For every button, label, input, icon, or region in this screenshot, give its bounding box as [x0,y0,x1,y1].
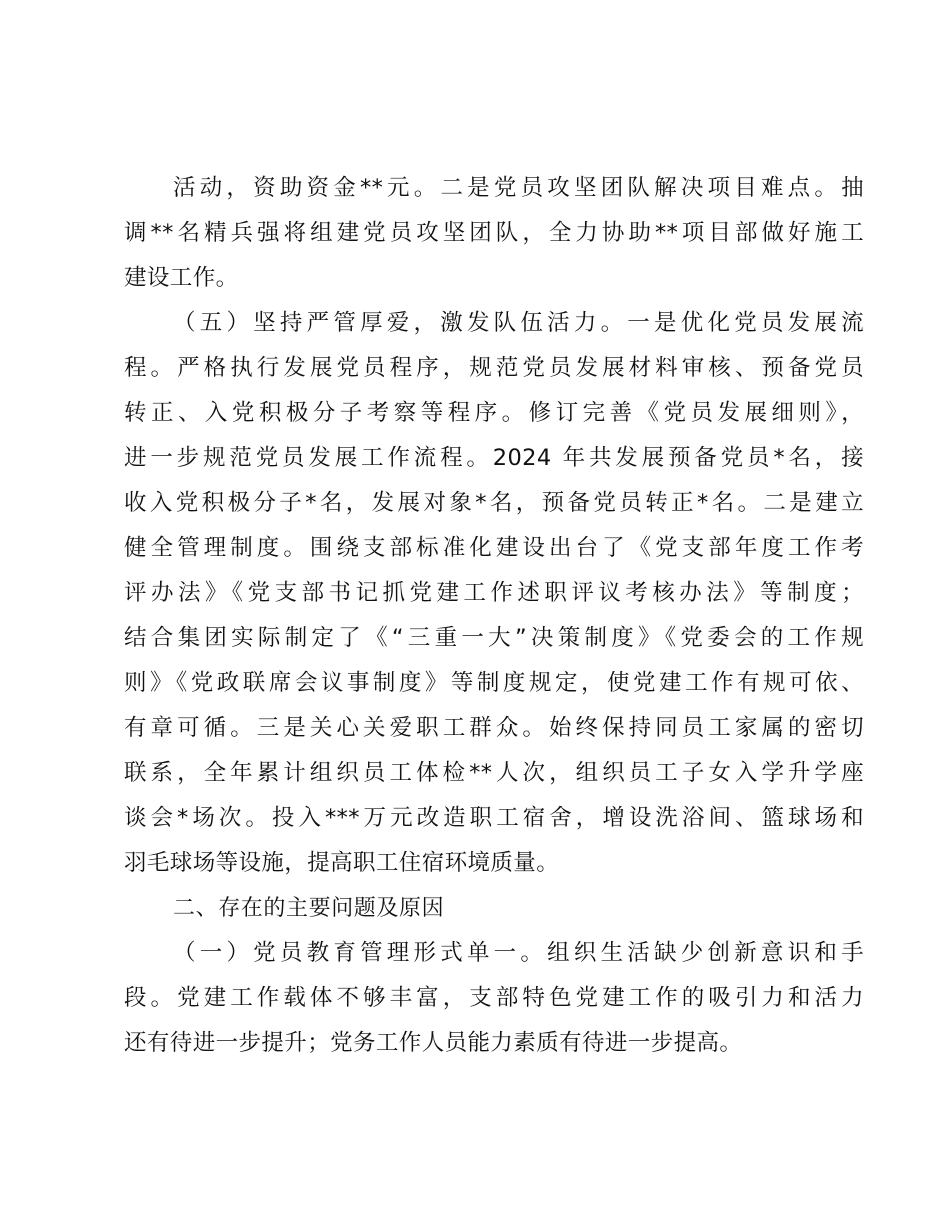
paragraph-line: 还有待进一步提升；党务工作人员能力素质有待进一步提高。 [124,1030,743,1056]
paragraph-line: 收入党积极分子*名，发展对象*名，预备党员转正*名。二是建立 [124,490,864,516]
paragraph-line: 则》《党政联席会议事制度》等制度规定，使党建工作有规可依、 [124,670,864,696]
paragraph-line: 有章可循。三是关心关爱职工群众。始终保持同员工家属的密切 [124,715,864,741]
paragraph-line: 联系，全年累计组织员工体检**人次，组织员工子女入学升学座 [124,760,864,786]
paragraph-line: 谈会*场次。投入***万元改造职工宿舍，增设洗浴间、篮球场和 [124,805,864,831]
paragraph-line: 羽毛球场等设施，提高职工住宿环境质量。 [124,850,560,876]
section-title: 二、存在的主要问题及原因 [173,896,445,921]
paragraph-line: 程。严格执行发展党员程序，规范党员发展材料审核、预备党员 [124,355,864,381]
paragraph-line: 健全管理制度。围绕支部标准化建设出台了《党支部年度工作考 [124,535,864,561]
paragraph-line: 活动，资助资金**元。二是党员攻坚团队解决项目难点。抽 [173,175,864,201]
paragraph-line: 转正、入党积极分子考察等程序。修订完善《党员发展细则》， [124,400,864,426]
paragraph-line: 评办法》《党支部书记抓党建工作述职评议考核办法》等制度； [124,580,864,606]
document-page [124,166,864,1066]
paragraph-line: 进一步规范党员发展工作流程。2024 年共发展预备党员*名，接 [124,445,864,471]
paragraph-line: 建设工作。 [124,265,239,291]
paragraph-line: 调**名精兵强将组建党员攻坚团队，全力协助**项目部做好施工 [124,220,864,246]
paragraph-line: 结合集团实际制定了《“三重一大”决策制度》《党委会的工作规 [124,625,864,651]
paragraph-line: 段。党建工作载体不够丰富，支部特色党建工作的吸引力和活力 [124,985,864,1011]
subsection-heading-line: （一）党员教育管理形式单一。组织生活缺少创新意识和手 [173,940,864,966]
section-heading-line: （五）坚持严管厚爱，激发队伍活力。一是优化党员发展流 [173,310,864,336]
